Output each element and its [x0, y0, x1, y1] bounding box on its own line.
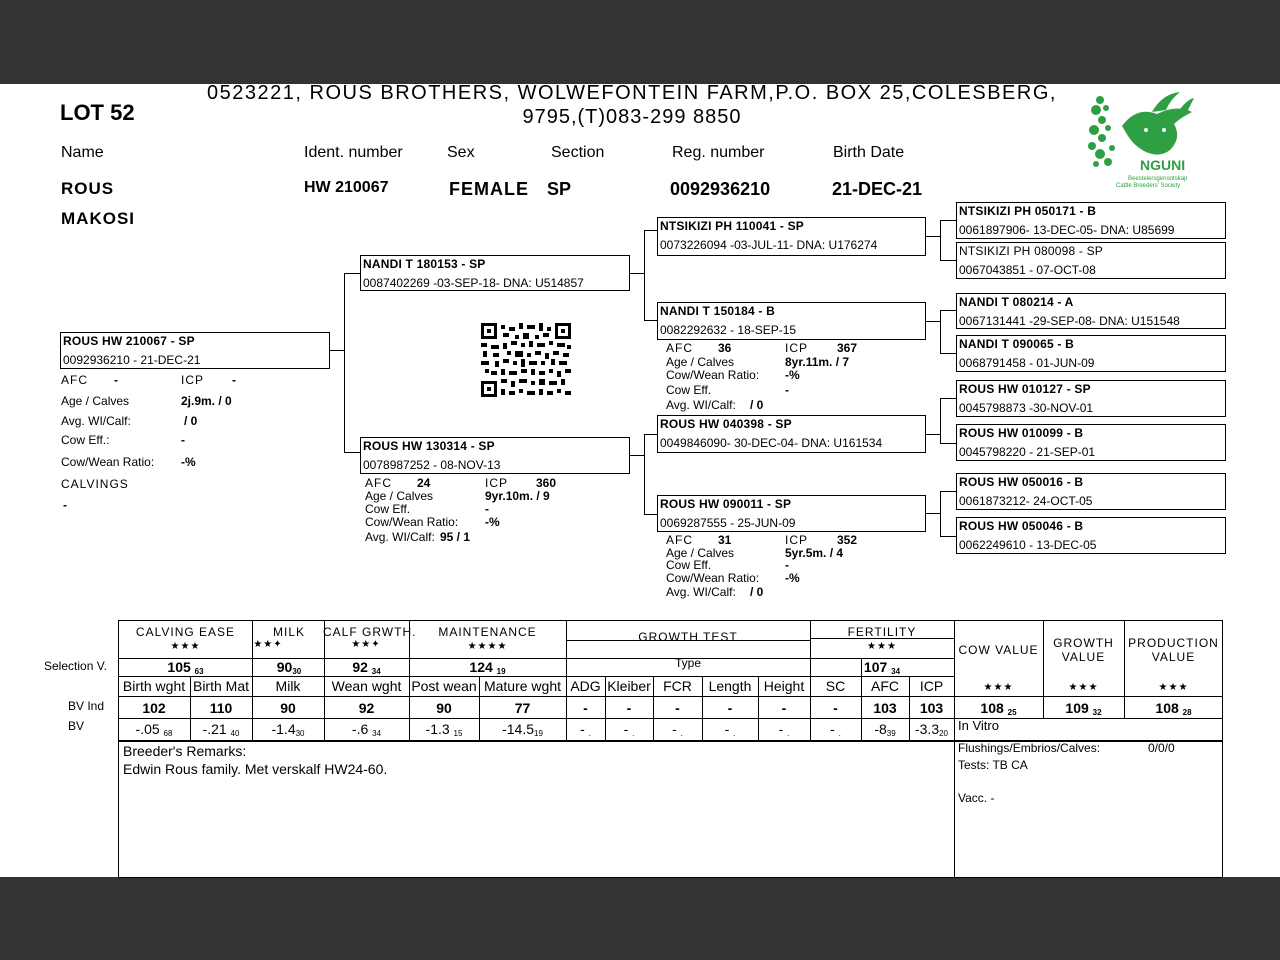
svg-text:NGUNI: NGUNI — [1140, 157, 1186, 173]
trait-milk: Milk — [275, 678, 301, 694]
production-value-stars: ★★★ — [1158, 682, 1189, 693]
category-fertility: FERTILITY — [847, 625, 917, 639]
bv-cell: -.21 $_{40}$ — [202, 721, 240, 738]
header-reg: Reg. number — [672, 144, 765, 161]
connector — [926, 434, 940, 435]
dd-age-label: Age / Calves — [666, 546, 735, 560]
dam-age: 9yr.10m. / 9 — [485, 489, 550, 503]
category-calf-growth: CALF GRWTH. — [323, 625, 417, 639]
self-age-label: Age / Calves — [61, 394, 130, 408]
trait-mature-weight: Mature wght — [483, 678, 562, 694]
trait-post-wean: Post wean — [411, 678, 477, 694]
dam-ratio-label: Cow/Wean Ratio: — [365, 515, 459, 529]
connector — [644, 434, 645, 515]
connector — [344, 452, 360, 453]
bvind-cell: - — [626, 700, 632, 716]
category-production-value-1: PRODUCTION — [1128, 636, 1219, 650]
growth-value-stars: ★★★ — [1068, 682, 1099, 693]
breeder-address-line2: 9795,(T)083-299 8850 — [522, 106, 742, 128]
self-cow: - — [181, 433, 185, 447]
header-section: Section — [551, 144, 605, 161]
dam-age-label: Age / Calves — [365, 489, 434, 503]
sd-afc-label: AFC — [666, 341, 693, 355]
connector — [940, 398, 941, 443]
pedigree-gg-2: NTSIKIZI PH 080098 - SP 0067043851 - 07-OCT-08 — [956, 242, 1226, 279]
connector — [630, 455, 644, 456]
animal-sex: FEMALE — [449, 179, 529, 199]
remarks-text: Edwin Rous family. Met verskalf HW24-60. — [123, 761, 388, 777]
animal-reg: 0092936210 — [670, 179, 771, 199]
animal-section: SP — [547, 179, 572, 199]
dd-afc-label: AFC — [666, 533, 693, 547]
qr-code-icon — [481, 323, 571, 397]
tests-text: Tests: TB CA — [958, 758, 1028, 772]
milk-stars: ★★✦ — [253, 639, 283, 650]
trait-wean-weight: Wean wght — [331, 678, 402, 694]
sel-fert: 107 $_{34}$ — [863, 659, 901, 676]
flushings-label: Flushings/Embrios/Calves: — [958, 741, 1101, 755]
pedigree-gg-4: NANDI T 090065 - B 0068791458 - 01-JUN-09 — [956, 335, 1226, 372]
connector — [644, 514, 657, 515]
connector — [630, 273, 644, 274]
sd-age: 8yr.11m. / 7 — [785, 355, 850, 369]
animal-birth: 21-DEC-21 — [832, 179, 923, 199]
bvind-cell: - — [727, 700, 733, 716]
pedigree-gg-8: ROUS HW 050046 - B 0062249610 - 13-DEC-05 — [956, 517, 1226, 554]
self-avg-label: Avg. WI/Calf: — [61, 414, 131, 428]
bv-cell: $-14.5_{19}$ — [502, 721, 543, 738]
connector — [940, 491, 956, 492]
dam-cow-label: Cow Eff. — [365, 502, 411, 516]
bvind-cell: 103 — [919, 700, 944, 716]
sd-cow-label: Cow Eff. — [666, 383, 712, 397]
category-production-value-2: VALUE — [1151, 650, 1196, 664]
maintenance-stars: ★★★★ — [467, 641, 508, 652]
bvind-cell: - — [583, 700, 588, 716]
pedigree-gg-7: ROUS HW 050016 - B 0061873212- 24-OCT-05 — [956, 473, 1226, 510]
header-birth: Birth Date — [833, 144, 905, 161]
sd-avg: / 0 — [750, 398, 764, 412]
connector — [644, 434, 657, 435]
pedigree-dam-dam: ROUS HW 090011 - SP 0069287555 - 25-JUN-09 — [657, 495, 926, 532]
sel-maint: 124 $_{19}$ — [469, 659, 506, 676]
production-value: 108 $_{28}$ — [1155, 700, 1192, 717]
connector — [330, 350, 344, 351]
header-name: Name — [61, 144, 104, 161]
dam-ratio: -% — [485, 515, 500, 529]
connector — [940, 353, 956, 354]
nguni-logo — [1082, 86, 1212, 190]
dd-cow: - — [785, 558, 789, 572]
sd-ratio-label: Cow/Wean Ratio: — [666, 368, 760, 382]
dd-avg-label: Avg. WI/Calf: — [666, 585, 736, 599]
bv-cell: - $_.$ — [724, 721, 736, 738]
flushings-value: 0/0/0 — [1148, 741, 1175, 755]
pedigree-gg-5: ROUS HW 010127 - SP 0045798873 -30-NOV-01 — [956, 380, 1226, 417]
cow-value-stars: ★★★ — [983, 682, 1014, 693]
self-icp-label: ICP — [181, 373, 205, 387]
bv-index-label: BV Ind — [68, 699, 105, 713]
connector — [926, 513, 940, 514]
dd-icp: 352 — [837, 533, 858, 547]
dd-avg: / 0 — [750, 585, 764, 599]
bvind-cell: 90 — [280, 700, 296, 716]
animal-name-2: MAKOSI — [61, 209, 135, 228]
bv-cell: - $_.$ — [580, 721, 591, 738]
header-ident: Ident. number — [304, 144, 403, 161]
connector — [644, 320, 657, 321]
dam-afc-label: AFC — [365, 476, 392, 490]
svg-text:Cattle Breeders' Society: Cattle Breeders' Society — [1116, 183, 1181, 189]
dd-afc: 31 — [718, 533, 732, 547]
nguni-cow-icon — [1082, 86, 1212, 190]
connector — [940, 220, 941, 260]
category-maintenance: MAINTENANCE — [438, 625, 537, 639]
connector — [344, 273, 345, 452]
animal-ident: HW 210067 — [304, 179, 389, 196]
connector — [644, 230, 645, 321]
bvind-cell: 92 — [358, 700, 375, 716]
bvind-cell: 90 — [436, 700, 452, 716]
self-ratio: -% — [181, 455, 196, 469]
bvind-cell: 102 — [142, 700, 166, 716]
bvind-cell: 103 — [873, 700, 897, 716]
vacc-text: Vacc. - — [958, 791, 995, 805]
category-calving-ease: CALVING EASE — [135, 625, 236, 639]
bv-cell: -1.3 $_{15}$ — [425, 721, 463, 738]
bv-label: BV — [68, 719, 85, 733]
bv-cell: $-3.3_{20}$ — [914, 721, 949, 738]
trait-sc: SC — [825, 678, 846, 694]
trait-kleiber: Kleiber — [607, 678, 651, 694]
connector — [344, 273, 360, 274]
lot-number: LOT 52 — [60, 100, 135, 125]
self-icp: - — [232, 373, 236, 387]
category-growth-value-2: VALUE — [1061, 650, 1106, 664]
connector — [940, 310, 941, 353]
breeder-address-line1: 0523221, ROUS BROTHERS, WOLWEFONTEIN FARM,P.O. BOX 25,COLESBERG, — [207, 82, 1057, 104]
pedigree-self: ROUS HW 210067 - SP 0092936210 - 21-DEC-21 — [60, 332, 330, 369]
trait-adg: ADG — [570, 678, 601, 694]
sd-cow: - — [785, 383, 789, 397]
connector — [940, 260, 956, 261]
pedigree-gg-6: ROUS HW 010099 - B 0045798220 - 21-SEP-01 — [956, 424, 1226, 461]
pedigree-dam-sire: ROUS HW 040398 - SP 0049846090- 30-DEC-04- DNA: U161534 — [657, 415, 926, 453]
connector — [644, 230, 657, 231]
sd-icp-label: ICP — [785, 341, 809, 355]
header-sex: Sex — [447, 144, 475, 161]
pedigree-dam: ROUS HW 130314 - SP 0078987252 - 08-NOV-13 — [360, 437, 630, 474]
bv-cell: - $_.$ — [623, 721, 635, 738]
bv-cell: $-1.4_{30}$ — [271, 721, 305, 738]
bvind-cell: - — [675, 700, 680, 716]
dam-icp: 360 — [536, 476, 557, 490]
bvind-cell: 77 — [514, 700, 531, 716]
sel-milk: $90_{30}$ — [276, 659, 302, 676]
dam-afc: 24 — [417, 476, 431, 490]
connector — [926, 236, 940, 237]
self-age: 2j.9m. / 0 — [181, 394, 232, 408]
dam-avg: 95 / 1 — [440, 530, 471, 544]
self-calvings: - — [63, 498, 67, 512]
dd-age: 5yr.5m. / 4 — [785, 546, 844, 560]
in-vitro-label: In Vitro — [958, 718, 999, 733]
category-growth-test: GROWTH TEST — [638, 630, 738, 644]
pedigree-gg-3: NANDI T 080214 - A 0067131441 -29-SEP-08- DNA: U151548 — [956, 293, 1226, 329]
growth-type-label: Type — [674, 656, 701, 670]
bv-cell: -.6 $_{34}$ — [351, 721, 382, 738]
trait-icp: ICP — [919, 678, 944, 694]
bvind-cell: - — [781, 700, 787, 716]
connector — [940, 443, 956, 444]
selection-value-label: Selection V. — [44, 659, 107, 673]
calving-stars: ★★★ — [170, 641, 201, 652]
bv-cell: - $_.$ — [830, 721, 841, 738]
dam-avg-label: Avg. WI/Calf: — [365, 530, 435, 544]
dam-icp-label: ICP — [485, 476, 509, 490]
trait-birth-mat: Birth Mat — [192, 678, 249, 694]
self-avg: / 0 — [184, 414, 198, 428]
self-cow-label: Cow Eff.: — [61, 433, 110, 447]
bv-cell: -.05 $_{68}$ — [135, 721, 173, 738]
trait-height: Height — [763, 678, 805, 694]
certificate-page — [0, 84, 1280, 877]
pedigree-sire: NANDI T 180153 - SP 0087402269 -03-SEP-18- DNA: U514857 — [360, 255, 630, 291]
sel-calf: 92 $_{34}$ — [352, 659, 381, 676]
dam-cow: - — [485, 502, 489, 516]
sel-calving: 105 $_{63}$ — [167, 659, 204, 676]
category-cow-value: COW VALUE — [958, 643, 1039, 657]
animal-name-1: ROUS — [61, 179, 115, 198]
cow-value: 108 $_{25}$ — [980, 700, 1017, 717]
trait-birth-weight: Birth wght — [122, 678, 186, 694]
connector — [940, 536, 956, 537]
trait-fcr: FCR — [663, 678, 692, 694]
self-ratio-label: Cow/Wean Ratio: — [61, 455, 155, 469]
pedigree-sire-dam: NANDI T 150184 - B 0082292632 - 18-SEP-15 — [657, 302, 926, 340]
trait-length: Length — [708, 678, 752, 694]
category-growth-value-1: GROWTH — [1053, 636, 1114, 650]
pedigree-sire-sire: NTSIKIZI PH 110041 - SP 0073226094 -03-JUL-11- DNA: U176274 — [657, 217, 926, 256]
dd-cow-label: Cow Eff. — [666, 558, 712, 572]
qr-code — [481, 323, 571, 397]
connector — [940, 310, 956, 311]
sd-avg-label: Avg. WI/Calf: — [666, 398, 736, 412]
pedigree-gg-1: NTSIKIZI PH 050171 - B 0061897906- 13-DEC-05- DNA: U85699 — [956, 202, 1226, 239]
dd-ratio: -% — [785, 571, 800, 585]
breeding-values-table — [118, 620, 1223, 878]
connector — [940, 220, 956, 221]
svg-text:Beestelersgenootskap: Beestelersgenootskap — [1128, 176, 1188, 182]
sd-age-label: Age / Calves — [666, 355, 735, 369]
bvind-cell: 110 — [209, 700, 233, 716]
growth-value: 109 $_{32}$ — [1065, 700, 1102, 717]
calf-stars: ★★✦ — [351, 639, 381, 650]
sd-ratio: -% — [785, 368, 800, 382]
bv-cell: - $_.$ — [778, 721, 790, 738]
bv-cell: $-8_{39}$ — [874, 721, 896, 738]
fertility-stars: ★★★ — [867, 641, 897, 652]
connector — [926, 321, 940, 322]
self-afc-label: AFC — [61, 373, 88, 387]
self-calvings-label: CALVINGS — [61, 477, 129, 491]
sd-icp: 367 — [837, 341, 858, 355]
dd-icp-label: ICP — [785, 533, 809, 547]
bvind-cell: - — [833, 700, 838, 716]
connector — [940, 398, 956, 399]
connector — [940, 491, 941, 536]
category-milk: MILK — [272, 625, 305, 639]
remarks-label: Breeder's Remarks: — [123, 743, 247, 759]
bv-cell: - $_.$ — [672, 721, 683, 738]
dd-ratio-label: Cow/Wean Ratio: — [666, 571, 760, 585]
sd-afc: 36 — [718, 341, 732, 355]
trait-afc: AFC — [871, 678, 899, 694]
self-afc: - — [114, 373, 118, 387]
